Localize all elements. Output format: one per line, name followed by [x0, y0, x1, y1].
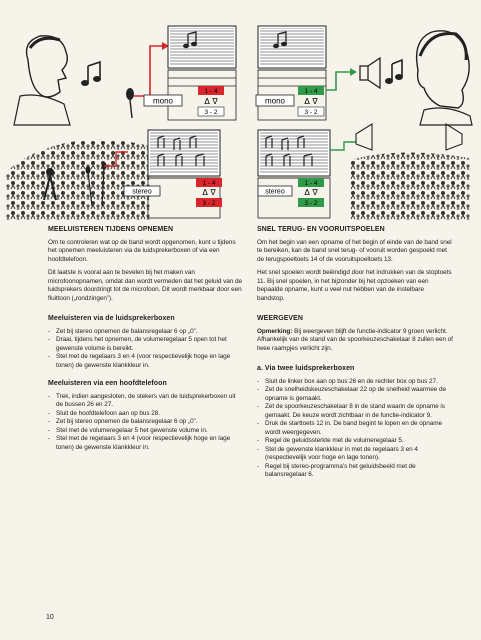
- note-label: Opmerking:: [257, 327, 293, 335]
- list-item: - Sluit de hoofdtelefoon aan op bus 28.: [48, 410, 243, 419]
- mono-indicator-left: [144, 86, 224, 116]
- heading-luidsprekerboxen: Meeluisteren via de luidsprekerboxen: [48, 315, 175, 322]
- list-item: - Draai, tijdens het opnemen, de volumeregelaar 5 open tot het gewenste volume is bereikt.: [48, 336, 243, 353]
- list-item: - Sluit de linker box aan op bus 26 en de rechter box op bus 27.: [257, 378, 453, 387]
- heading-snel-spoelen: SNEL TERUG- EN VOORUITSPOELEN: [257, 226, 385, 233]
- list-item: - Stel met de regelaars 3 en 4 (voor respectievelijk hoge en lage tonen) de gewenste klankkleur in.: [48, 435, 243, 452]
- listening-woman-figure: [417, 31, 472, 125]
- arrow-symbols: Δ ∇: [304, 188, 318, 197]
- heading-hoofdtelefoon: Meeluisteren via een hoofdtelefoon: [48, 380, 167, 387]
- list-item: - Druk de starttoets 12 in. De band begint te lopen en de opname wordt weergegeven.: [257, 420, 453, 437]
- list-item: - Zet de snelheidskeuzeschakelaar 22 op de snelheid waarmee de opname is gemaakt.: [257, 386, 453, 403]
- microphone-icon: [126, 88, 134, 118]
- left-column: [48, 226, 243, 462]
- heading-weergeven: WEERGEVEN: [257, 315, 303, 322]
- audience-crowd-right: [350, 152, 470, 220]
- stereo-indicator-right: [258, 178, 324, 207]
- singing-man-figure: [14, 36, 70, 125]
- indicator-bottom-text: 3 - 2: [304, 109, 318, 116]
- mono-indicator-right: [256, 86, 324, 116]
- instruction-list-hoofdtelefoon: [48, 393, 243, 453]
- paragraph: Om te controleren wat op de band wordt opgenomen, kunt u tijdens het opnemen meeluisteren via de luidsprekerboxen of via een hoofdtelefoon.: [48, 238, 236, 263]
- orchestra-crowd-left: [6, 140, 150, 220]
- page-number: 10: [46, 614, 54, 621]
- paragraph: Dit laatste is vooral aan te bevelen bij het maken van microfoonopnamen, omdat dan wordt vermeden dat het geluid van de luidsprekers doordringt tot de microfoon. Dit wordt merkbaar door een fluittoon („rondzingen”).: [48, 269, 242, 302]
- indicator-top-text: 1 - 4: [304, 180, 318, 187]
- list-item: - Zet de spoorkeuzeschakelaar 8 in de stand waarin de opname is gemaakt. De keuze wordt zichtbaar in de functie-indicator 9.: [257, 403, 453, 420]
- signal-line-green-stereo: [330, 142, 356, 150]
- instruction-list-luidsprekerboxen: [48, 328, 243, 371]
- stereo-label: stereo: [265, 188, 285, 196]
- stereo-label: stereo: [132, 188, 152, 196]
- indicator-top-text: 1 - 4: [202, 180, 216, 187]
- note-text: Bij weergeven blijft de functie-indicator 9 groen verlicht. Afhankelijk van de stand van de spoorkeuzeschakelaar 8 zullen een of twee raampjes verlicht zijn.: [257, 327, 453, 352]
- signal-line-green: [326, 72, 350, 90]
- illustration-panel: [0, 0, 481, 225]
- list-item: - Stel de gewenste klankkleur in met de regelaars 3 en 4 (respectievelijk voor hoge en lage tonen).: [257, 446, 453, 463]
- arrow-symbols: Δ ∇: [204, 97, 218, 106]
- instruction-list-weergeven: [257, 378, 453, 480]
- mono-label: mono: [264, 96, 286, 106]
- list-item: - Zet bij stereo opnemen de balansregelaar 6 op „0”.: [48, 328, 243, 337]
- indicator-bottom-text: 3 - 2: [202, 200, 216, 207]
- list-item: - Trek, indien aangesloten, de stekers van de luidsprekerboxen uit de bussen 26 en 27.: [48, 393, 243, 410]
- indicator-bottom-text: 3 - 2: [304, 200, 318, 207]
- right-column: [257, 226, 453, 490]
- indicator-top-text: 1 - 4: [304, 88, 318, 95]
- paragraph: Om het begin van een opname of het begin of einde van de band snel te bereiken, kan de band snel terug- of vooruit worden gespoeld met de terugspoeltoets 14 of de vooruitspoeltoets 13.: [257, 238, 452, 263]
- heading-via-twee-luidsprekerboxen: a. Via twee luidsprekerboxen: [257, 365, 355, 372]
- loudspeaker-icon: [360, 58, 380, 88]
- list-item: - Regel de geluidssterkte met de volumeregelaar 5.: [257, 437, 453, 446]
- arrow-symbols: Δ ∇: [304, 97, 318, 106]
- list-item: - Stel met de regelaars 3 en 4 (voor respectievelijk hoge en lage tonen) de gewenste klankkleur in.: [48, 353, 243, 370]
- loudspeaker-icon: [356, 124, 462, 150]
- indicator-top-text: 1 - 4: [204, 88, 218, 95]
- music-note-icon: [385, 60, 403, 84]
- note-paragraph: [257, 328, 453, 354]
- list-item: - Zet bij stereo opnemen de balansregelaar 6 op „0”.: [48, 418, 243, 427]
- list-item: - Stel met de volumeregelaar 5 het gewenste volume in.: [48, 427, 243, 436]
- arrow-symbols: Δ ∇: [202, 188, 216, 197]
- mono-label: mono: [152, 96, 174, 106]
- paragraph: Het snel spoelen wordt beëindigd door het indrukken van de stoptoets 11. Bij snel spoelen, in het bijzonder bij het opzoeken van een bepaalde opname, kunt u veel nut hebben van de instelbare bandstop.: [257, 269, 452, 302]
- list-item: - Regel bij stereo-programma's het geluidsbeeld met de balansregelaar 6.: [257, 463, 453, 480]
- indicator-bottom-text: 3 - 2: [204, 109, 218, 116]
- music-note-icon: [81, 62, 101, 86]
- heading-meeluisteren-opnemen: MEELUISTEREN TIJDENS OPNEMEN: [48, 226, 174, 233]
- signal-line-red: [134, 46, 162, 96]
